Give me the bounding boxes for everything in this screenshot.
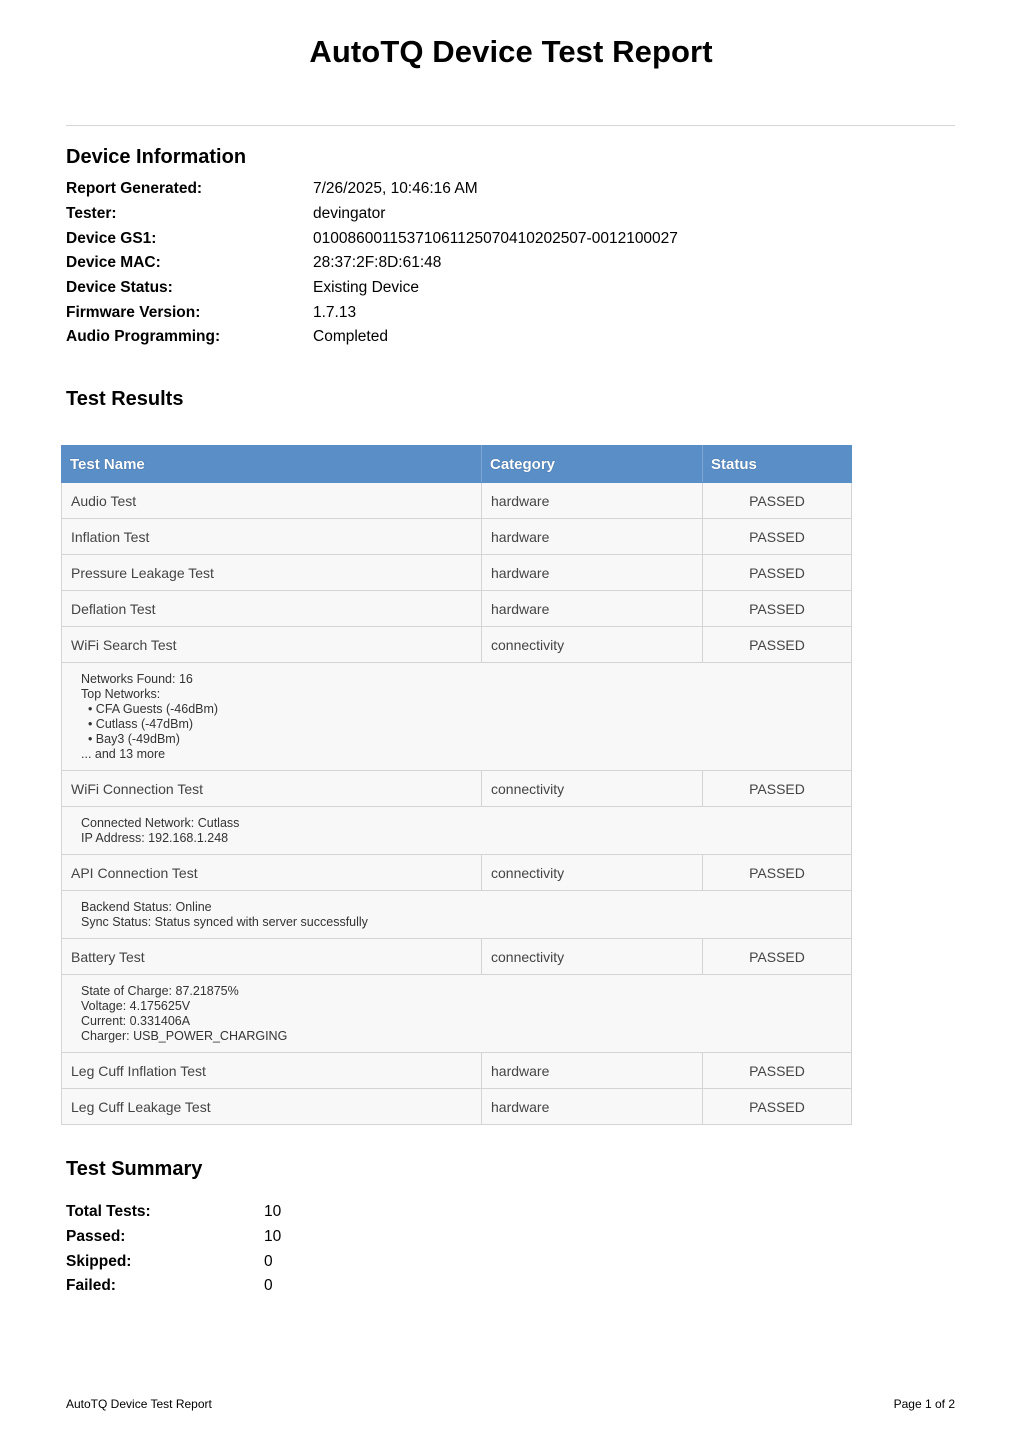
info-row-report-generated <box>66 177 678 202</box>
detail-row <box>62 891 852 939</box>
detail-line: • Bay3 (-49dBm) <box>81 732 180 746</box>
detail-line: • Cutlass (-47dBm) <box>81 717 194 731</box>
test-results-heading: Test Results <box>66 388 184 410</box>
test-summary-heading: Test Summary <box>66 1158 203 1180</box>
cell-category: connectivity <box>482 855 703 891</box>
summary-row-total <box>66 1200 281 1225</box>
summary-label: Passed: <box>66 1228 126 1246</box>
summary-label: Skipped: <box>66 1252 132 1270</box>
summary-value: 10 <box>264 1203 282 1221</box>
detail-line: Charger: USB_POWER_CHARGING <box>81 1029 288 1043</box>
column-header-category: Category <box>482 446 703 483</box>
detail-line: • CFA Guests (-46dBm) <box>81 702 219 716</box>
detail-cell <box>62 663 852 771</box>
cell-test-name: Leg Cuff Leakage Test <box>62 1089 482 1125</box>
info-row-firmware-version <box>66 300 678 325</box>
info-label: Audio Programming: <box>66 328 221 346</box>
summary-row-passed <box>66 1225 281 1250</box>
cell-test-name: Leg Cuff Inflation Test <box>62 1053 482 1089</box>
title-divider <box>66 125 955 126</box>
table-row <box>62 771 852 807</box>
info-value: Completed <box>313 328 388 346</box>
detail-line: Voltage: 4.175625V <box>81 999 191 1013</box>
detail-line: Sync Status: Status synced with server successfully <box>81 915 368 929</box>
info-label: Tester: <box>66 205 117 223</box>
cell-test-name: Deflation Test <box>62 591 482 627</box>
info-label: Device Status: <box>66 279 173 297</box>
summary-row-skipped <box>66 1249 281 1274</box>
info-label: Report Generated: <box>66 180 203 198</box>
detail-row <box>62 807 852 855</box>
detail-line: Connected Network: Cutlass <box>81 816 240 830</box>
table-row <box>62 1053 852 1089</box>
table-row <box>62 519 852 555</box>
footer-report-name: AutoTQ Device Test Report <box>66 1397 212 1411</box>
info-row-tester <box>66 202 678 227</box>
test-results-body <box>62 483 852 1125</box>
info-value: Existing Device <box>313 279 419 297</box>
column-header-test-name: Test Name <box>62 446 482 483</box>
detail-cell <box>62 975 852 1053</box>
cell-category: hardware <box>482 1053 703 1089</box>
table-row <box>62 1089 852 1125</box>
cell-status: PASSED <box>703 591 852 627</box>
cell-status: PASSED <box>703 771 852 807</box>
detail-line: Current: 0.331406A <box>81 1014 191 1028</box>
detail-line: ... and 13 more <box>81 747 166 761</box>
info-label: Device GS1: <box>66 229 157 247</box>
device-info-heading: Device Information <box>66 146 247 168</box>
test-results-table <box>61 445 852 1125</box>
table-row <box>62 483 852 519</box>
cell-status: PASSED <box>703 1053 852 1089</box>
detail-line: Backend Status: Online <box>81 900 212 914</box>
table-row <box>62 627 852 663</box>
cell-test-name: Audio Test <box>62 483 482 519</box>
cell-category: hardware <box>482 483 703 519</box>
info-label: Firmware Version: <box>66 303 201 321</box>
info-label: Device MAC: <box>66 254 161 272</box>
cell-category: hardware <box>482 519 703 555</box>
column-header-status: Status <box>703 446 852 483</box>
info-row-device-status <box>66 276 678 301</box>
info-value: 01008600115371061125070410202507-0012100027 <box>313 229 678 247</box>
report-title: AutoTQ Device Test Report <box>309 34 713 69</box>
info-value: 7/26/2025, 10:46:16 AM <box>313 180 478 198</box>
cell-status: PASSED <box>703 627 852 663</box>
detail-cell <box>62 891 852 939</box>
detail-row <box>62 975 852 1053</box>
device-info-table <box>66 177 678 350</box>
table-row <box>62 855 852 891</box>
cell-status: PASSED <box>703 483 852 519</box>
info-row-device-gs1 <box>66 226 678 251</box>
info-row-device-mac <box>66 251 678 276</box>
cell-category: connectivity <box>482 771 703 807</box>
cell-test-name: WiFi Search Test <box>62 627 482 663</box>
summary-label: Failed: <box>66 1277 116 1295</box>
table-row <box>62 591 852 627</box>
summary-row-failed <box>66 1274 281 1299</box>
cell-category: hardware <box>482 555 703 591</box>
detail-line: State of Charge: 87.21875% <box>81 984 239 998</box>
cell-status: PASSED <box>703 939 852 975</box>
table-row <box>62 555 852 591</box>
detail-line: IP Address: 192.168.1.248 <box>81 831 229 845</box>
info-value: 1.7.13 <box>313 303 357 321</box>
cell-test-name: WiFi Connection Test <box>62 771 482 807</box>
cell-category: connectivity <box>482 627 703 663</box>
cell-test-name: Inflation Test <box>62 519 482 555</box>
info-value: devingator <box>313 205 386 223</box>
cell-status: PASSED <box>703 555 852 591</box>
cell-test-name: Pressure Leakage Test <box>62 555 482 591</box>
info-value: 28:37:2F:8D:61:48 <box>313 254 442 272</box>
detail-line: Top Networks: <box>81 687 161 701</box>
cell-status: PASSED <box>703 1089 852 1125</box>
detail-cell <box>62 807 852 855</box>
table-header-row <box>62 446 852 483</box>
cell-test-name: Battery Test <box>62 939 482 975</box>
table-row <box>62 939 852 975</box>
info-row-audio-programming <box>66 325 678 350</box>
summary-value: 0 <box>264 1277 273 1295</box>
cell-category: hardware <box>482 591 703 627</box>
cell-category: connectivity <box>482 939 703 975</box>
cell-status: PASSED <box>703 519 852 555</box>
test-summary-table <box>66 1200 281 1299</box>
cell-test-name: API Connection Test <box>62 855 482 891</box>
summary-label: Total Tests: <box>66 1203 151 1221</box>
cell-status: PASSED <box>703 855 852 891</box>
cell-category: hardware <box>482 1089 703 1125</box>
summary-value: 10 <box>264 1228 282 1246</box>
detail-line: Networks Found: 16 <box>81 672 193 686</box>
detail-row <box>62 663 852 771</box>
footer-page-number: Page 1 of 2 <box>893 1397 955 1411</box>
summary-value: 0 <box>264 1252 273 1270</box>
